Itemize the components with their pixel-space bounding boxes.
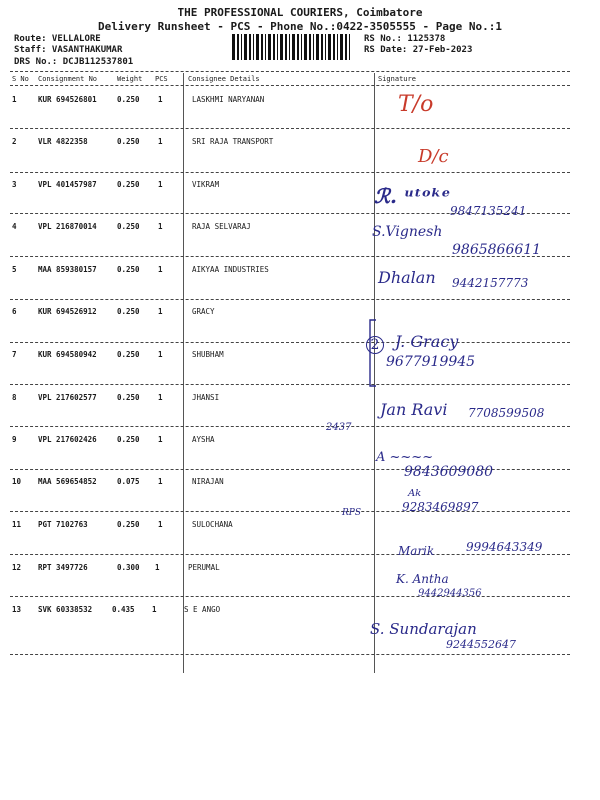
row-sno: 4 [12,222,17,231]
row-sno: 8 [12,393,17,402]
row-sno: 12 [12,563,22,572]
col-header-pcs: PCS [155,75,168,83]
column-divider [183,73,184,673]
row-rule [10,511,570,512]
row-weight: 0.250 [117,265,140,274]
runsheet-subtitle: Delivery Runsheet - PCS - Phone No.:0422-3505555 - Page No.:1 [98,20,502,33]
row-rule [10,596,570,597]
row-consignee: SRI RAJA TRANSPORT [192,137,274,146]
row-pcs: 1 [158,137,163,146]
signature-phone: 9283469897 [402,500,479,514]
row-pcs: 1 [158,95,163,104]
signature-text: J. Gracy [395,332,459,351]
route-label: Route: VELLALORE [14,34,101,44]
col-header-sno: S No [12,75,29,83]
staff-label: Staff: VASANTHAKUMAR [14,45,123,55]
signature-mark: A ~~~~ [376,450,434,465]
barcode [232,34,352,60]
signature-phone: 9442944356 [418,588,482,599]
row-consignee: SHUBHAM [192,350,224,359]
row-sno: 7 [12,350,17,359]
bracket-mark [366,318,380,388]
signature-mark: ᴬᵏ [408,486,422,505]
row-consignment: VLR 4822358 [38,137,88,146]
row-rule [10,342,570,343]
row-weight: 0.250 [117,350,140,359]
row-rule [10,128,570,129]
row-rule [10,384,570,385]
signature-text: K. Antha [396,572,449,586]
table-top-rule [10,71,570,72]
header-bottom-rule [10,85,570,86]
signature-circled-number: 2 [366,336,384,354]
row-sno: 2 [12,137,17,146]
signature-phone: 9442157773 [452,276,529,290]
signature-text: T/o [398,92,434,117]
signature-side-note: RPS [342,508,361,518]
row-consignee: SULOCHANA [192,520,233,529]
row-weight: 0.300 [117,563,140,572]
row-consignee: JHANSI [192,393,220,402]
row-consignee: LASKHMI NARYANAN [192,95,265,104]
signature-phone: 9994643349 [466,540,543,554]
row-rule [10,554,570,555]
signature-side-note: 2437 [326,422,352,433]
row-weight: 0.250 [117,435,140,444]
row-weight: 0.250 [117,393,140,402]
row-rule [10,654,570,655]
row-consignment: KUR 694580942 [38,350,97,359]
row-pcs: 1 [155,563,160,572]
signature-mark: ℛ. ᵘᵗᵒᵏᵉ [374,184,451,208]
signature-phone: 9847135241 [450,204,527,218]
row-consignee: RAJA SELVARAJ [192,222,251,231]
row-consignment: VPL 401457987 [38,180,97,189]
row-pcs: 1 [152,605,157,614]
row-rule [10,299,570,300]
row-sno: 6 [12,307,17,316]
row-consignment: VPL 216870014 [38,222,97,231]
col-header-consignee: Consignee Details [188,75,260,83]
row-weight: 0.250 [117,137,140,146]
drs-label: DRS No.: DCJB112537801 [14,57,134,67]
row-pcs: 1 [158,477,163,486]
row-consignment: KUR 694526801 [38,95,97,104]
row-pcs: 1 [158,393,163,402]
row-rule [10,172,570,173]
signature-phone: 9677919945 [386,354,476,370]
row-pcs: 1 [158,180,163,189]
row-consignee: VIKRAM [192,180,220,189]
row-pcs: 1 [158,350,163,359]
row-consignee: AIKYAA INDUSTRIES [192,265,269,274]
row-pcs: 1 [158,307,163,316]
row-consignee: GRACY [192,307,215,316]
signature-text: S.Vignesh [372,224,443,240]
signature-phone: 9843609080 [404,464,494,480]
row-weight: 0.435 [112,605,135,614]
row-pcs: 1 [158,222,163,231]
signature-phone: 9244552647 [446,638,516,651]
signature-mark: Marik [398,544,435,558]
row-consignment: SVK 60338532 [38,605,93,614]
row-weight: 0.250 [117,307,140,316]
row-weight: 0.075 [117,477,140,486]
col-header-consignment: Consignment No [38,75,98,83]
row-sno: 10 [12,477,22,486]
row-consignment: MAA 569654852 [38,477,97,486]
col-header-signature: Signature [378,75,416,83]
signature-text: D/c [418,146,449,167]
signature-phone: 9865866611 [452,242,542,258]
row-sno: 1 [12,95,17,104]
row-sno: 11 [12,520,22,529]
col-header-weight: Weight [117,75,143,83]
row-rule [10,426,570,427]
row-weight: 0.250 [117,222,140,231]
signature-phone: 7708599508 [468,406,545,420]
row-sno: 5 [12,265,17,274]
row-consignment: KUR 694526912 [38,307,97,316]
row-consignment: RPT 3497726 [38,563,88,572]
row-consignee: NIRAJAN [192,477,224,486]
signature-mark: Dhalan [378,268,436,287]
row-sno: 9 [12,435,17,444]
row-pcs: 1 [158,435,163,444]
signature-text: S. Sundarajan [370,620,477,638]
row-weight: 0.250 [117,520,140,529]
row-pcs: 1 [158,265,163,274]
rs-number: RS No.: 1125378 [364,34,446,44]
rs-date: RS Date: 27-Feb-2023 [364,45,473,55]
row-pcs: 1 [158,520,163,529]
row-weight: 0.250 [117,180,140,189]
row-consignee: S E ANGO [184,605,221,614]
row-consignment: PGT 7102763 [38,520,88,529]
company-title: THE PROFESSIONAL COURIERS, Coimbatore [177,6,423,19]
row-sno: 13 [12,605,22,614]
row-consignee: PERUMAL [188,563,220,572]
row-consignment: MAA 859380157 [38,265,97,274]
row-sno: 3 [12,180,17,189]
row-weight: 0.250 [117,95,140,104]
row-consignment: VPL 217602426 [38,435,97,444]
row-consignment: VPL 217602577 [38,393,97,402]
signature-mark: Jan Ravi [380,400,448,419]
row-consignee: AYSHA [192,435,215,444]
